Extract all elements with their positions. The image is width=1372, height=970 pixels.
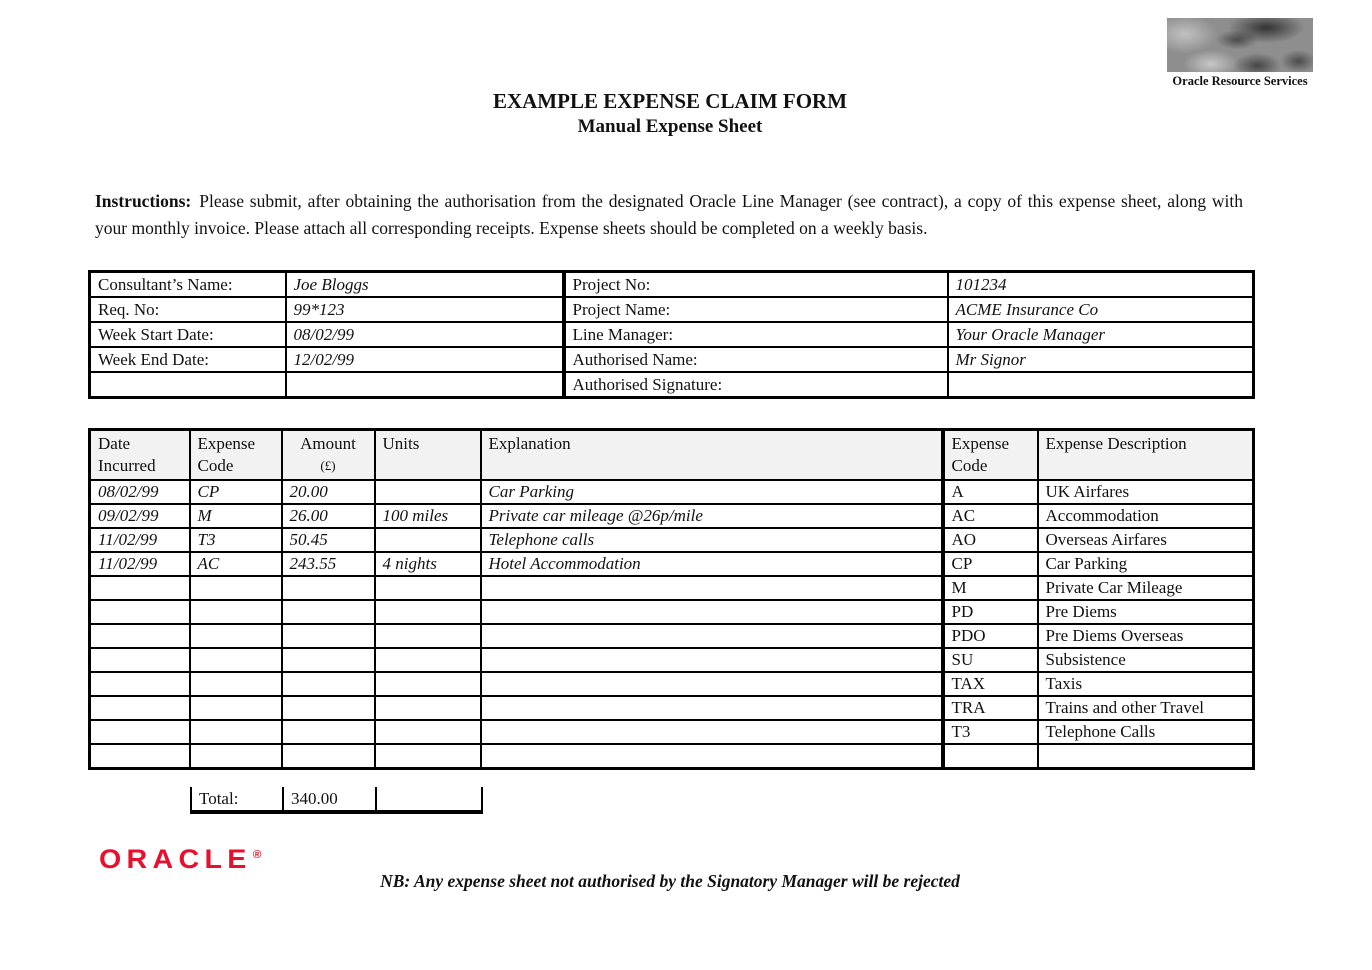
code-list-description: Telephone Calls [1038, 720, 1254, 744]
expense-cell-explanation: Telephone calls [481, 528, 943, 552]
info-value-cell: ACME Insurance Co [948, 297, 1254, 322]
code-list-description: Trains and other Travel [1038, 696, 1254, 720]
expense-cell-explanation [481, 696, 943, 720]
expense-cell-amount: 50.45 [282, 528, 375, 552]
expense-cell-code [190, 744, 282, 769]
expense-cell-amount [282, 600, 375, 624]
info-value-cell [948, 372, 1254, 398]
table-row [90, 528, 1254, 552]
info-value-cell: 101234 [948, 272, 1254, 298]
expense-cell-units [375, 720, 481, 744]
code-list-code: M [943, 576, 1038, 600]
col-header-expense-code: Expense Code [190, 430, 282, 481]
info-label-cell [90, 372, 286, 398]
info-label-cell: Project No: [564, 272, 948, 298]
registered-trademark-icon: ® [252, 849, 262, 861]
expense-cell-date: 09/02/99 [90, 504, 190, 528]
expense-cell-explanation: Car Parking [481, 480, 943, 504]
info-value-cell: Joe Bloggs [286, 272, 564, 298]
expense-cell-explanation [481, 624, 943, 648]
table-row [191, 787, 482, 812]
expense-cell-date: 11/02/99 [90, 528, 190, 552]
expense-cell-amount [282, 624, 375, 648]
code-list-description: Private Car Mileage [1038, 576, 1254, 600]
table-row [90, 297, 1254, 322]
table-row [90, 372, 1254, 398]
col-header-date-incurred: Date Incurred [90, 430, 190, 481]
expense-cell-units [375, 648, 481, 672]
info-label-cell: Week Start Date: [90, 322, 286, 347]
col-header-amount [282, 430, 375, 481]
expense-cell-amount: 20.00 [282, 480, 375, 504]
code-list-code: A [943, 480, 1038, 504]
expense-cell-code [190, 696, 282, 720]
expense-cell-explanation: Hotel Accommodation [481, 552, 943, 576]
total-units-cell [376, 787, 482, 812]
consultant-info-table [88, 270, 1255, 399]
expense-cell-code: CP [190, 480, 282, 504]
expense-cell-units [375, 576, 481, 600]
expense-cell-units [375, 528, 481, 552]
expense-cell-code [190, 576, 282, 600]
expense-cell-date: 11/02/99 [90, 552, 190, 576]
expense-cell-explanation [481, 720, 943, 744]
info-label-cell: Project Name: [564, 297, 948, 322]
expense-cell-amount [282, 672, 375, 696]
oracle-logo-text: ORACLE [99, 844, 252, 874]
col-header-units: Units [375, 430, 481, 481]
expense-cell-code: T3 [190, 528, 282, 552]
info-value-cell: 08/02/99 [286, 322, 564, 347]
info-label-cell: Week End Date: [90, 347, 286, 372]
brand-block [1167, 18, 1313, 89]
info-value-cell: 99*123 [286, 297, 564, 322]
expense-cell-code [190, 648, 282, 672]
instructions-label: Instructions: [95, 190, 192, 211]
info-label-cell: Authorised Name: [564, 347, 948, 372]
col-header-ref-expense-code: Expense Code [943, 430, 1038, 481]
code-list-code: TAX [943, 672, 1038, 696]
expense-cell-units [375, 600, 481, 624]
nb-note: NB: Any expense sheet not authorised by the Signatory Manager will be rejected [380, 871, 960, 891]
brand-caption: Oracle Resource Services [1172, 74, 1308, 88]
code-list-description: Pre Diems [1038, 600, 1254, 624]
total-label-cell: Total: [191, 787, 283, 812]
code-list-code: CP [943, 552, 1038, 576]
expense-cell-amount [282, 648, 375, 672]
expense-cell-units [375, 696, 481, 720]
code-list-code: TRA [943, 696, 1038, 720]
expense-cell-amount: 26.00 [282, 504, 375, 528]
instructions-text: Please submit, after obtaining the authorisation from the designated Oracle Line Manager (see contract), a copy of this expense sheet, along with your monthly invoice. Please attach all corresponding receipts. Expense sheets should be completed on a weekly basis. [95, 190, 1243, 238]
expense-cell-date [90, 744, 190, 769]
info-value-cell: Mr Signor [948, 347, 1254, 372]
expense-cell-code [190, 672, 282, 696]
amount-header-unit: (£) [320, 458, 336, 473]
expense-cell-date [90, 576, 190, 600]
code-list-description: Pre Diems Overseas [1038, 624, 1254, 648]
title-block [88, 88, 1252, 140]
code-list-description: Car Parking [1038, 552, 1254, 576]
expense-cell-explanation [481, 744, 943, 769]
code-list-description [1038, 744, 1254, 769]
table-row [90, 480, 1254, 504]
instructions-paragraph [95, 188, 1243, 243]
table-row [90, 720, 1254, 744]
expense-cell-units [375, 672, 481, 696]
page-title: EXAMPLE EXPENSE CLAIM FORM [492, 89, 848, 113]
total-amount-cell: 340.00 [283, 787, 376, 812]
expense-cell-code [190, 720, 282, 744]
oracle-resource-services-image [1167, 18, 1313, 72]
table-row [90, 347, 1254, 372]
table-row [90, 504, 1254, 528]
expense-cell-date [90, 648, 190, 672]
code-list-code: AO [943, 528, 1038, 552]
table-row [90, 576, 1254, 600]
table-row [90, 744, 1254, 769]
table-row [90, 672, 1254, 696]
table-row [90, 648, 1254, 672]
code-list-description: UK Airfares [1038, 480, 1254, 504]
col-header-explanation: Explanation [481, 430, 943, 481]
expense-cell-date [90, 696, 190, 720]
expense-cell-amount [282, 696, 375, 720]
expense-cell-explanation: Private car mileage @26p/mile [481, 504, 943, 528]
info-value-cell: Your Oracle Manager [948, 322, 1254, 347]
expense-cell-amount: 243.55 [282, 552, 375, 576]
expense-cell-date: 08/02/99 [90, 480, 190, 504]
info-label-cell: Authorised Signature: [564, 372, 948, 398]
expense-cell-code [190, 600, 282, 624]
expense-cell-explanation [481, 600, 943, 624]
expense-cell-date [90, 672, 190, 696]
table-row [90, 624, 1254, 648]
table-row [90, 696, 1254, 720]
code-list-description: Overseas Airfares [1038, 528, 1254, 552]
expense-cell-code: AC [190, 552, 282, 576]
code-list-description: Accommodation [1038, 504, 1254, 528]
expense-cell-units [375, 624, 481, 648]
code-list-description: Taxis [1038, 672, 1254, 696]
code-list-code [943, 744, 1038, 769]
expense-cell-amount [282, 576, 375, 600]
table-row [90, 322, 1254, 347]
expense-cell-date [90, 624, 190, 648]
page-subtitle: Manual Expense Sheet [577, 116, 763, 138]
table-row [90, 600, 1254, 624]
info-label-cell: Req. No: [90, 297, 286, 322]
code-list-code: PDO [943, 624, 1038, 648]
code-list-code: SU [943, 648, 1038, 672]
info-value-cell [286, 372, 564, 398]
code-list-code: T3 [943, 720, 1038, 744]
expense-cell-units: 4 nights [375, 552, 481, 576]
expense-cell-explanation [481, 672, 943, 696]
code-list-code: PD [943, 600, 1038, 624]
code-list-code: AC [943, 504, 1038, 528]
expense-cell-explanation [481, 576, 943, 600]
total-row [190, 787, 483, 814]
expense-cell-code: M [190, 504, 282, 528]
expense-cell-date [90, 600, 190, 624]
expense-cell-units [375, 744, 481, 769]
code-list-description: Subsistence [1038, 648, 1254, 672]
table-header-row [90, 430, 1254, 481]
table-row [90, 272, 1254, 298]
expense-cell-explanation [481, 648, 943, 672]
expense-cell-code [190, 624, 282, 648]
expense-cell-amount [282, 720, 375, 744]
info-value-cell: 12/02/99 [286, 347, 564, 372]
expense-cell-units [375, 480, 481, 504]
expense-cell-units: 100 miles [375, 504, 481, 528]
expense-cell-amount [282, 744, 375, 769]
expense-table [88, 428, 1255, 770]
table-row [90, 552, 1254, 576]
amount-header-label: Amount [300, 434, 356, 453]
col-header-ref-expense-description: Expense Description [1038, 430, 1254, 481]
expense-cell-date [90, 720, 190, 744]
info-label-cell: Line Manager: [564, 322, 948, 347]
info-label-cell: Consultant’s Name: [90, 272, 286, 298]
